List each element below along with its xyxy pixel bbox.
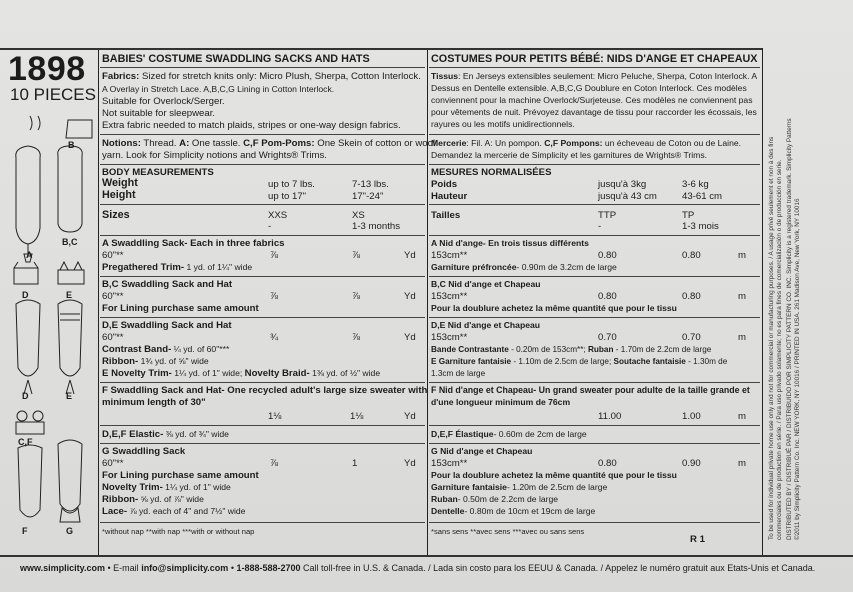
rule <box>100 382 425 383</box>
fr-notion-detail: Pour la doublure achetez la même quantité que pour le tissu <box>431 303 677 313</box>
size-xxs: XXS <box>268 210 288 221</box>
en-fabric-width: 60"** <box>102 291 124 302</box>
rule <box>100 443 425 444</box>
unit: m <box>738 291 746 302</box>
yardage-xs: ⅞ <box>352 332 361 343</box>
en-notion-detail: E Novelty Trim- 1¼ yd. of 1" wide; Novelty Braid- 1⅜ yd. of ½" wide <box>102 368 381 379</box>
en-fabrics-line: Extra fabric needed to match plaids, stripes or one-way design fabrics. <box>102 120 401 131</box>
fr-notion-detail: Garniture fantaisie- 1.20m de 2.5cm de large <box>431 482 608 492</box>
height-xxs: up to 17" <box>268 191 307 202</box>
rule <box>429 276 760 277</box>
hauteur-label: Hauteur <box>431 191 468 202</box>
rule <box>429 67 760 68</box>
en-body-measurements: BODY MEASUREMENTS <box>102 167 214 178</box>
piece-label: A <box>26 250 33 260</box>
en-view-heading: A Swaddling Sack- Each in three fabrics <box>102 238 285 249</box>
weight-xxs: up to 7 lbs. <box>268 179 315 190</box>
fr-fabric-width: 153cm** <box>431 458 468 469</box>
pattern-number: 1898 <box>8 50 86 88</box>
rule <box>100 235 425 236</box>
fr-notion-detail: Garniture préfroncée- 0.90m de 3.2cm de large <box>431 262 617 272</box>
fr-notion-detail: Bande Contrastante - 0.20m de 153cm**; Ruban - 1.70m de 2.2cm de large <box>431 345 712 354</box>
sack-g-icon <box>58 440 82 511</box>
sack-a-icon <box>16 146 41 244</box>
taille-tp: TP <box>682 210 695 221</box>
unit: m <box>738 458 746 469</box>
en-fabrics-line: Suitable for Overlock/Serger. <box>102 96 225 107</box>
fr-notion-detail: Ruban- 0.50m de 2.2cm de large <box>431 494 559 504</box>
en-notions-line: Notions: Thread. A: One tassle. C,F Pom-Poms: One Skein of cotton or wool <box>102 138 436 149</box>
taille-ttp: TTP <box>598 210 617 221</box>
unit: Yd <box>404 458 416 469</box>
fr-view-heading: D,E,F Élastique- 0.60m de 2cm de large <box>431 429 587 439</box>
en-fabrics-line: A Overlay in Stretch Lace. A,B,C,G Lining in Cotton Interlock. <box>102 84 335 94</box>
rule <box>429 522 760 523</box>
en-view-heading: F Swaddling Sack and Hat- One recycled adult's large size sweater with <box>102 385 428 396</box>
hat-cf-icon <box>16 422 44 434</box>
fr-notion-detail: E Garniture fantaisie - 1.10m de 2.5cm de large; Soutache fantaisie - 1.30m de <box>431 357 728 366</box>
fr-notion-detail: 1.3cm de large <box>431 369 486 378</box>
yardage-xs: ⅞ <box>352 250 361 261</box>
hat-e-icon <box>58 262 84 284</box>
metrage-ttp: 0.80 <box>598 291 617 302</box>
legal-text: To be used for individual private home use only and not for commercial or manufacturing purposes. / A usage privé seulement et non à des fins <box>768 136 775 540</box>
poids-ttp: jusqu'à 3kg <box>598 179 647 190</box>
yardage-xxs: ⅞ <box>270 458 279 469</box>
tailles-label: Tailles <box>431 210 461 221</box>
en-view-heading: B,C Swaddling Sack and Hat <box>102 279 233 290</box>
phone-number: 1-888-588-2700 <box>236 563 301 573</box>
fr-view-heading: A Nid d'ange- En trois tissus différents <box>431 238 589 248</box>
pompom-icon <box>17 411 27 421</box>
yardage-xxs: 1⅛ <box>268 411 282 422</box>
yardage-xxs: ⅞ <box>270 291 279 302</box>
metrage-ttp: 0.70 <box>598 332 617 343</box>
en-view-heading: G Swaddling Sack <box>102 446 186 457</box>
unit: Yd <box>404 332 416 343</box>
unit: Yd <box>404 250 416 261</box>
en-footnote: *without nap **with nap ***with or without nap <box>102 527 255 536</box>
fr-fabric-width: 153cm** <box>431 250 468 261</box>
fr-tissus-line: rayures ou les motifs unidirectionnels. <box>431 119 575 129</box>
height-label: Height <box>102 189 136 201</box>
unit: m <box>738 332 746 343</box>
unit: m <box>738 411 746 422</box>
yardage-xs: ⅞ <box>352 291 361 302</box>
en-view-heading-cont: minimum length of 30" <box>102 397 206 408</box>
metrage-tp: 1.00 <box>682 411 701 422</box>
print-code: R 1 <box>690 534 705 545</box>
piece-label: B,C <box>62 237 78 247</box>
hat-piece-icon <box>66 120 92 138</box>
en-notion-detail: For Lining purchase same amount <box>102 303 259 314</box>
rule <box>100 276 425 277</box>
top-rule <box>0 48 762 50</box>
en-fabric-width: 60"** <box>102 458 124 469</box>
fr-mercerie-line: Mercerie: Fil. A: Un pompon. C,F Pompons: un écheveau de Coton ou de Laine. <box>431 138 742 148</box>
hat-d-icon <box>14 262 38 284</box>
rule <box>429 382 760 383</box>
piece-label: E <box>66 290 73 300</box>
legal-text: commerciales ou de production en série. / Para uso privado solamente; no es para fines de comercialización o de producción en serie. <box>776 159 783 540</box>
en-notion-detail: Ribbon- 1¾ yd. of ⅝" wide <box>102 356 209 367</box>
en-fabrics-line: Not suitable for sleepwear. <box>102 108 216 119</box>
fr-title: COSTUMES POUR PETITS BÉBÉ: NIDS D'ANGE ET CHAPEAUX <box>431 53 758 65</box>
rule <box>429 443 760 444</box>
yardage-xxs: ¾ <box>270 332 279 343</box>
yardage-xs: 1 <box>352 458 358 469</box>
en-title: BABIES' COSTUME SWADDLING SACKS AND HATS <box>102 53 370 65</box>
piece-label: D <box>22 290 29 300</box>
rule <box>429 134 760 135</box>
hauteur-tp: 43-61 cm <box>682 191 722 202</box>
piece-label: G <box>66 526 74 536</box>
fr-view-heading: G Nid d'ange et Chapeau <box>431 446 533 456</box>
metrage-tp: 0.70 <box>682 332 701 343</box>
metrage-tp: 0.80 <box>682 291 701 302</box>
sack-e-icon <box>58 300 82 376</box>
email-link[interactable]: info@simplicity.com <box>141 563 229 573</box>
sizes-label: Sizes <box>102 209 130 221</box>
fr-mesures: MESURES NORMALISÉES <box>431 167 552 178</box>
en-fabric-width: 60"** <box>102 250 124 261</box>
metrage-ttp: 11.00 <box>598 411 622 422</box>
rule <box>429 425 760 426</box>
lace-icon <box>60 508 80 522</box>
rule <box>100 204 425 205</box>
fr-tissus-line: conviennent pour la machine Overlock/Surjeteuse. Ces modèles ne conviennent pas <box>431 95 753 105</box>
en-fabric-width: 60"** <box>102 332 124 343</box>
footer-rule <box>0 555 853 557</box>
unit: m <box>738 250 746 261</box>
legal-text: ©2011 by Simplicity Pattern Co. Inc. NEW YORK, NY 10016 / PRINTED IN USA. 261 Madison Ave, New York, NY 10016 <box>794 198 801 540</box>
en-notion-detail: Lace- ⅞ yd. each of 4" and 7½" wide <box>102 506 246 517</box>
fr-view-heading: B,C Nid d'ange et Chapeau <box>431 279 541 289</box>
en-notions-line: yarn. Look for Simplicity notions and Wrights® Trims. <box>102 150 327 161</box>
sack-f-icon <box>18 445 42 517</box>
website-link[interactable]: www.simplicity.com <box>20 563 106 573</box>
fr-tissus-line: Dessus en Dentelle extensible. A,B,C,G Doublure en Coton Interlock. Ces modèles <box>431 83 747 93</box>
fr-view-heading: F Nid d'ange et Chapeau- Un grand sweater pour adulte de la taille grande et <box>431 385 750 395</box>
sack-bc-icon <box>58 146 83 232</box>
rule <box>429 235 760 236</box>
weight-xs: 7-13 lbs. <box>352 179 389 190</box>
taille-ttp-range: - <box>598 221 602 232</box>
fr-footnote: *sans sens **avec sens ***avec ou sans sens <box>431 527 585 536</box>
unit: Yd <box>404 411 416 422</box>
rule <box>100 67 425 68</box>
rule <box>100 522 425 523</box>
divider <box>762 48 763 555</box>
en-view-heading: D,E,F Elastic- ⅜ yd. of ¾" wide <box>102 429 229 440</box>
hauteur-ttp: jusqu'à 43 cm <box>598 191 657 202</box>
tassel-sketch-icon <box>30 116 40 130</box>
piece-label: F <box>22 526 28 536</box>
pompom-icon <box>33 411 43 421</box>
fr-view-heading-cont: d'une longueur minimum de 76cm <box>431 397 571 407</box>
rule <box>429 204 760 205</box>
weight-label: Weight <box>102 177 138 189</box>
unit: Yd <box>404 291 416 302</box>
fr-notion-detail: Pour la doublure achetez la même quantité que pour le tissu <box>431 470 677 480</box>
size-xs-range: 1-3 months <box>352 221 400 232</box>
legal-text: DISTRIBUTED BY / DISTRIBUÉ PAR / DISTRIBUIDO POR SIMPLICITY PATTERN CO. INC. Simplicity is a registered trademark. Simplicity Patterns <box>786 118 793 540</box>
metrage-tp: 0.80 <box>682 250 701 261</box>
poids-label: Poids <box>431 179 458 190</box>
metrage-ttp: 0.80 <box>598 250 617 261</box>
taille-tp-range: 1-3 mois <box>682 221 719 232</box>
rule <box>100 425 425 426</box>
piece-label: C,F <box>18 437 33 447</box>
en-notion-detail: Pregathered Trim- 1 yd. of 1¼" wide <box>102 262 253 273</box>
fr-notion-detail: Dentelle- 0.80m de 10cm et 19cm de large <box>431 506 596 516</box>
footer-contact: www.simplicity.com • E-mail info@simplicity.com • 1-888-588-2700 Call toll-free in U.S. & Canada. / Lada sin costo para los EEUU & Canada. / Appelez le numéro gratuit aux Etats-Unis et Canada. <box>20 563 816 573</box>
fr-tissus-line: Tissus: En Jerseys extensibles seulement: Micro Peluche, Sherpa, Coton Interlock. A <box>431 71 758 81</box>
piece-count: 10 PIECES <box>10 85 96 104</box>
size-xs: XS <box>352 210 365 221</box>
divider <box>427 48 428 555</box>
poids-tp: 3-6 kg <box>682 179 709 190</box>
yardage-xxs: ⅞ <box>270 250 279 261</box>
en-fabrics-line: Fabrics: Sized for stretch knits only: Micro Plush, Sherpa, Cotton Interlock. <box>102 71 421 82</box>
sack-d-icon <box>16 300 40 376</box>
height-xs: 17"-24" <box>352 191 384 202</box>
yardage-xs: 1⅛ <box>350 411 364 422</box>
rule <box>100 134 425 135</box>
metrage-ttp: 0.80 <box>598 458 617 469</box>
trim-band-icon <box>60 314 80 320</box>
en-notion-detail: Contrast Band- ¼ yd. of 60"*** <box>102 344 230 355</box>
pattern-pieces-illustration <box>8 108 96 548</box>
piece-label: B <box>68 140 75 150</box>
en-notion-detail: For Lining purchase same amount <box>102 470 259 481</box>
en-view-heading: D,E Swaddling Sack and Hat <box>102 320 232 331</box>
rule <box>100 164 425 165</box>
fr-view-heading: D,E Nid d'ange et Chapeau <box>431 320 541 330</box>
rule <box>429 317 760 318</box>
piece-label: E <box>66 391 73 401</box>
piece-label: D <box>22 391 29 401</box>
en-notion-detail: Novelty Trim- 1¼ yd. of 1" wide <box>102 482 231 493</box>
fr-fabric-width: 153cm** <box>431 332 468 343</box>
fr-tissus-line: pour vêtements de nuit. Prévoyez davantage de tissu pour raccorder les écossais, les <box>431 107 757 117</box>
divider <box>98 48 99 555</box>
fr-fabric-width: 153cm** <box>431 291 468 302</box>
fr-mercerie-line: Demandez la mercerie de Simplicity et les garnitures de Wrights® Trims. <box>431 150 708 160</box>
size-xxs-range: - <box>268 221 272 232</box>
en-notion-detail: Ribbon- ⅝ yd. of ⅞" wide <box>102 494 204 505</box>
rule <box>429 164 760 165</box>
metrage-tp: 0.90 <box>682 458 701 469</box>
rule <box>100 317 425 318</box>
